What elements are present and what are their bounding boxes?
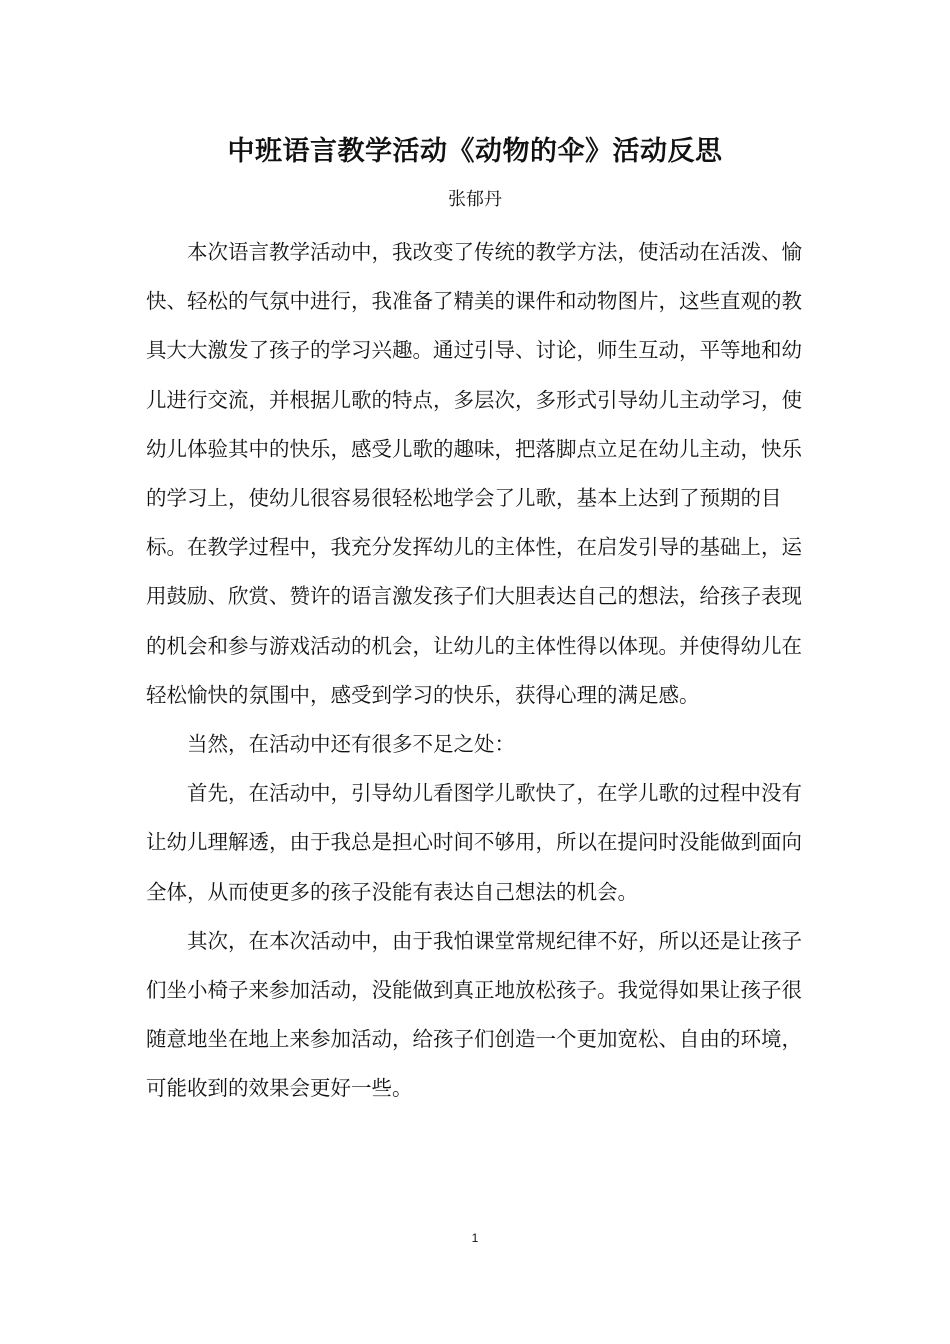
document-author: 张郁丹 (448, 189, 502, 210)
document-title: 中班语言教学活动《动物的伞》活动反思 (227, 136, 723, 167)
document-body (146, 228, 822, 1114)
page-number: 1 (471, 1231, 479, 1245)
paragraph-shortcoming-second: 其次，在本次活动中，由于我怕课堂常规纪律不好，所以还是让孩子们坐小椅子来参加活动，没能做到真正地放松孩子。我觉得如果让孩子很随意地坐在地上来参加活动，给孩子们创造一个更加宽松、自由的环境，可能收到的效果会更好一些。 (146, 928, 802, 1101)
paragraph-shortcoming-first: 首先，在活动中，引导幼儿看图学儿歌快了，在学儿歌的过程中没有让幼儿理解透，由于我总是担心时间不够用，所以在提问时没能做到面向全体，从而使更多的孩子没能有表达自己想法的机会。 (146, 781, 802, 904)
paragraph-reflection-intro: 本次语言教学活动中，我改变了传统的教学方法，使活动在活泼、愉快、轻松的气氛中进行，我准备了精美的课件和动物图片，这些直观的教具大大激发了孩子的学习兴趣。通过引导、讨论，师生互动，平等地和幼儿进行交流，并根据儿歌的特点，多层次，多形式引导幼儿主动学习，使幼儿体验其中的快乐，感受儿歌的趣味，把落脚点立足在幼儿主动，快乐的学习上，使幼儿很容易很轻松地学会了儿歌，基本上达到了预期的目标。在教学过程中，我充分发挥幼儿的主体性，在启发引导的基础上，运用鼓励、欣赏、赞许的语言激发孩子们大胆表达自己的想法，给孩子表现的机会和参与游戏活动的机会，让幼儿的主体性得以体现。并使得幼儿在轻松愉快的氛围中，感受到学习的快乐，获得心理的满足感。 (146, 240, 802, 707)
paragraph-shortcomings-lead: 当然，在活动中还有很多不足之处： (187, 732, 515, 757)
